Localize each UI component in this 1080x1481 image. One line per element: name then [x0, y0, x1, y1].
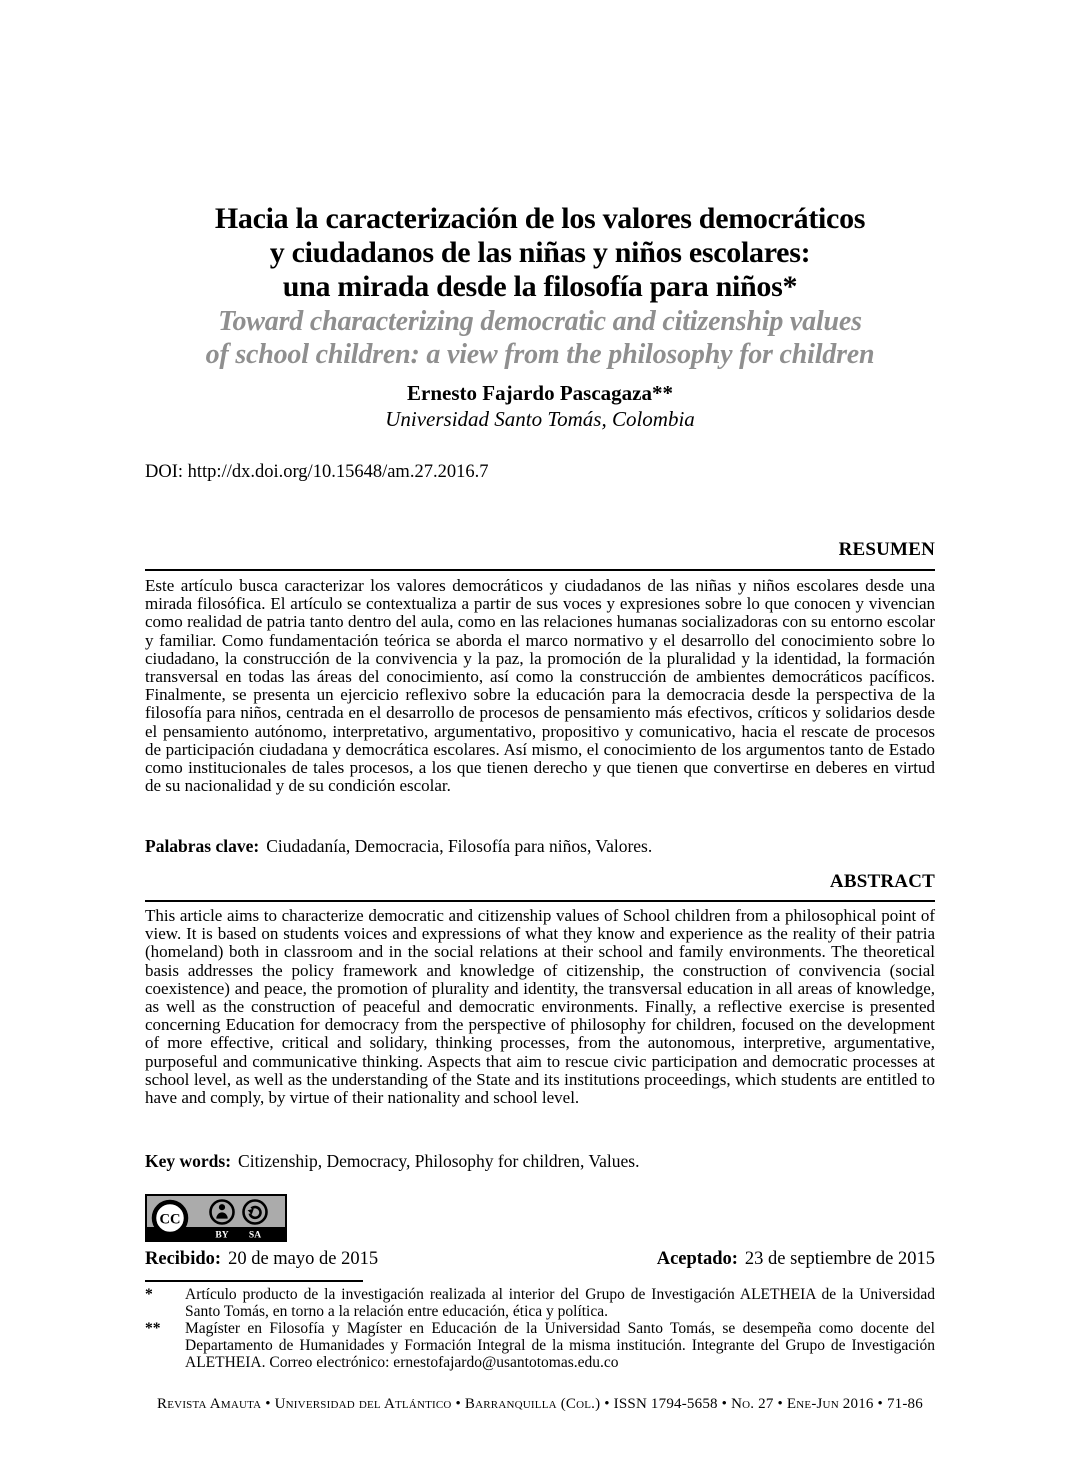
article-title-es [145, 202, 935, 304]
doi-line: DOI: http://dx.doi.org/10.15648/am.27.2016.7 [145, 462, 489, 482]
key-words-line [145, 1151, 935, 1172]
key-words-label: Key words: [145, 1151, 232, 1171]
footnote-item [145, 1287, 935, 1321]
abstract-divider [145, 900, 935, 902]
sa-label: SA [248, 1230, 262, 1241]
cc-logo-icon [154, 1202, 186, 1234]
footnote-marker: * [145, 1286, 153, 1303]
received-value: 20 de mayo de 2015 [228, 1249, 379, 1269]
palabras-clave-label: Palabras clave: [145, 836, 260, 856]
page-content [145, 0, 935, 1481]
footnote-text: Magíster en Filosofía y Magíster en Educación de la Universidad Santo Tomás, se desempeña como docente del Departamento de Humanidades y Formación Integral de la misma institución. Integrante del Grupo de Investigación ALETHEIA. Correo electrónico: ernestofajardo@usantotomas.edu.co [185, 1319, 935, 1371]
footnote-marker: ** [145, 1319, 161, 1337]
author-affiliation: Universidad Santo Tomás, Colombia [385, 407, 695, 431]
accepted-label: Aceptado: [656, 1249, 738, 1269]
cc-by-sa-badge-image [145, 1194, 287, 1242]
article-title-es-line2: y ciudadanos de las niñas y niños escolares: [269, 236, 811, 269]
article-title-en-line2: of school children: a view from the philosophy for children [205, 339, 875, 370]
key-words-values: Citizenship, Democracy, Philosophy for children, Values. [238, 1151, 640, 1171]
by-label: BY [215, 1230, 229, 1241]
cc-license-badge [145, 1194, 287, 1242]
resumen-heading: RESUMEN [838, 539, 935, 560]
dates-row [145, 1249, 935, 1270]
journal-footer: Revista Amauta • Universidad del Atlántico • Barranquilla (Col.) • ISSN 1794-5658 • No. 27 • Ene-Jun 2016 • 71-86 [157, 1396, 923, 1412]
resumen-divider [145, 569, 935, 571]
abstract-heading: ABSTRACT [829, 871, 935, 892]
resumen-body: Este artículo busca caracterizar los valores democráticos y ciudadanos de las niñas y niños escolares desde una mirada filosófica. El artículo se contextualiza a partir de sus voces y expresiones sobre lo que conocen y vivencian como realidad de patria tanto dentro del aula, como en las relaciones humanas socializadoras con su entorno escolar y familiar. Como fundamentación teórica se aborda el marco normativo y el desarrollo del conocimiento sobre lo ciudadano, la construcción de la convivencia y la paz, la promoción de la pluralidad y la identidad, la formación transversal en todas las áreas del conocimiento, así como la construcción de ambientes democráticos pacíficos. Finalmente, se presenta un ejercicio reflexivo sobre la educación para la democracia desde la perspectiva de la filosofía para niños, centrada en el desarrollo de procesos de pensamiento más efectivos, críticos y solidarios desde el pensamiento autónomo, interpretativo, argumentativo, propositivo y comunicativo, hacia el rescate de procesos de participación ciudadana y democrática escolares. Así mismo, el conocimiento de los argumentos tanto de Estado como institucionales de tales procesos, a los que tienen derecho y que tienen que convertirse en deberes en virtud de su nacionalidad y de su condición escolar. [145, 576, 935, 796]
svg-text:CC: CC [159, 1211, 181, 1228]
abstract-body: This article aims to characterize democratic and citizenship values of School children from a philosophical point of view. It is based on students voices and expressions of what they know and experience as the reality of their patria (homeland) both in classroom and in the social relations at their school and family environments. The theoretical basis addresses the policy framework and knowledge of citizenship, the construction of convivencia (social coexistence) and peace, the promotion of plurality and identity, the transversal education in all areas of knowledge, as well as the construction of peaceful and democratic environments. Finally, a reflective exercise is presented concerning Education for democracy from the perspective of philosophy for children, focused on the development of more effective, critical and solidary, thinking processes, from the autonomous, interpretive, argumentative, purposeful and communicative thinking. Aspects that aim to rescue civic participation and democratic processes at school level, as well as the understanding of the State and its institutions proceedings, which students are entitled to have and comply, by virtue of their nationality and school level. [145, 906, 935, 1108]
footnote-text: Artículo producto de la investigación realizada al interior del Grupo de Investigación ALETHEIA de la Universidad Santo Tomás, en torno a la relación entre educación, ética y política. [185, 1286, 935, 1320]
received-label: Recibido: [145, 1249, 222, 1269]
article-title-en-line1: Toward characterizing democratic and citizenship values [218, 306, 862, 337]
article-title-es-line3: una mirada desde la filosofía para niños* [282, 270, 798, 303]
footnotes [145, 1287, 935, 1372]
article-title-es-line1: Hacia la caracterización de los valores democráticos [214, 202, 866, 235]
accepted-value: 23 de septiembre de 2015 [744, 1249, 935, 1269]
accepted-date [657, 1249, 935, 1270]
received-date [145, 1249, 378, 1270]
footnote-item [145, 1321, 935, 1372]
article-title-en [145, 305, 935, 371]
footnote-divider [145, 1280, 363, 1282]
palabras-clave-line [145, 836, 935, 857]
palabras-clave-values: Ciudadanía, Democracia, Filosofía para niños, Valores. [266, 836, 653, 856]
author-name: Ernesto Fajardo Pascagaza** [407, 381, 673, 405]
